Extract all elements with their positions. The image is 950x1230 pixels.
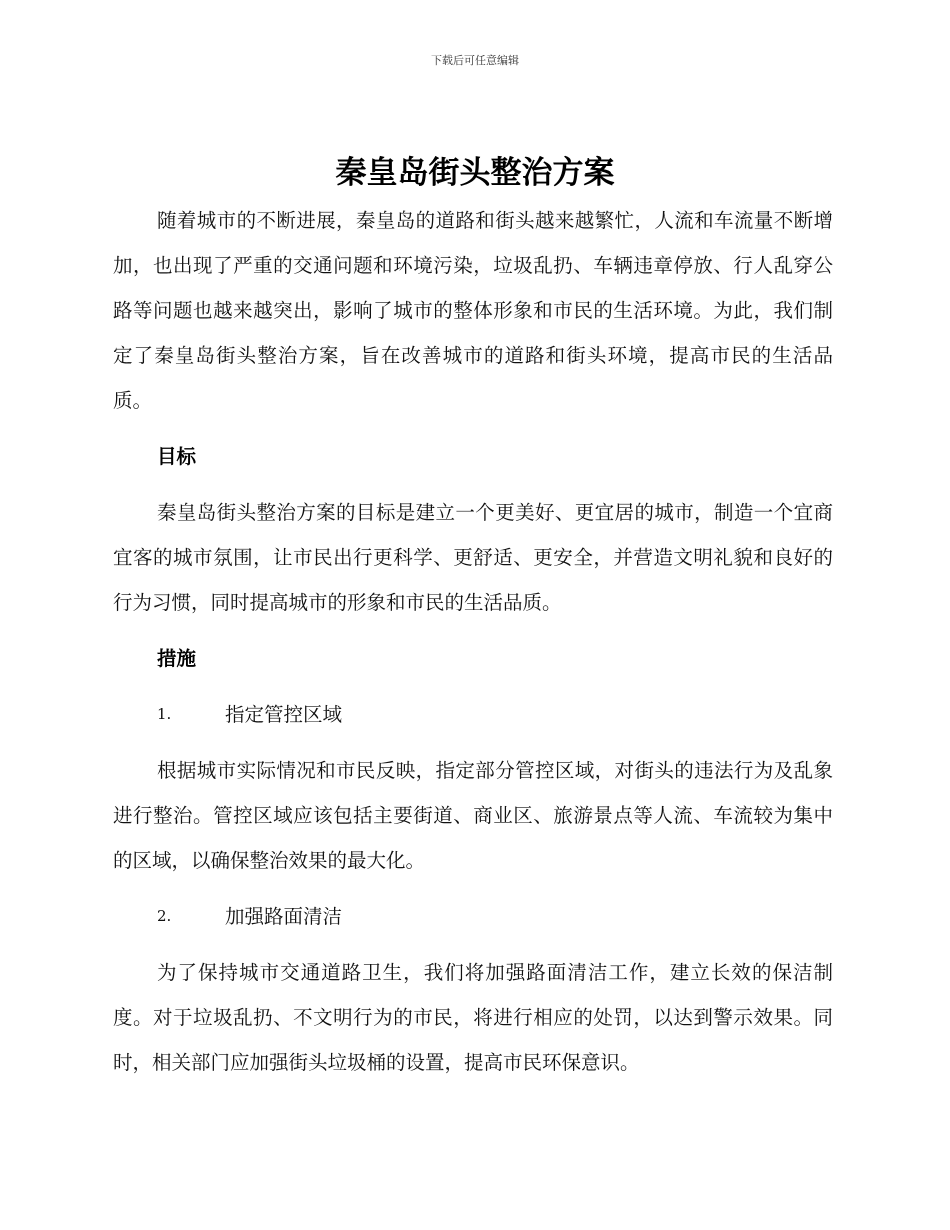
measure-item-2-title: 加强路面清洁	[225, 905, 343, 928]
measures-heading: 措施	[157, 647, 197, 670]
measure-item-1-number: 1.	[157, 705, 172, 723]
goal-heading: 目标	[157, 445, 197, 468]
document-title: 秦皇岛街头整治方案	[335, 155, 615, 191]
measure-item-2-paragraph: 为了保持城市交通道路卫生，我们将加强路面清洁工作，建立长效的保洁制度。对于垃圾乱扔、不文明行为的市民，将进行相应的处罚，以达到警示效果。同时，相关部门应加强街头垃圾桶的设置，提高市民环保意识。	[113, 961, 833, 1074]
measure-item-2-number: 2.	[157, 907, 172, 925]
document-body	[113, 198, 833, 1085]
intro-paragraph: 随着城市的不断进展，秦皇岛的道路和街头越来越繁忙，人流和车流量不断增加，也出现了严重的交通问题和环境污染，垃圾乱扔、车辆违章停放、行人乱穿公路等问题也越来越突出，影响了城市的整体形象和市民的生活环境。为此，我们制定了秦皇岛街头整治方案，旨在改善城市的道路和街头环境，提高市民的生活品质。	[113, 209, 833, 412]
measure-item-2-heading	[113, 894, 833, 939]
goal-paragraph: 秦皇岛街头整治方案的目标是建立一个更美好、更宜居的城市，制造一个宜商宜客的城市氛围，让市民出行更科学、更舒适、更安全，并营造文明礼貌和良好的行为习惯，同时提高城市的形象和市民的生活品质。	[113, 501, 833, 614]
measure-item-1-paragraph: 根据城市实际情况和市民反映，指定部分管控区域，对街头的违法行为及乱象进行整治。管控区域应该包括主要街道、商业区、旅游景点等人流、车流较为集中的区域，以确保整治效果的最大化。	[113, 759, 833, 872]
header-note: 下载后可任意编辑	[431, 54, 519, 67]
measure-item-1-title: 指定管控区域	[225, 703, 343, 726]
measure-item-1-heading	[113, 692, 833, 737]
